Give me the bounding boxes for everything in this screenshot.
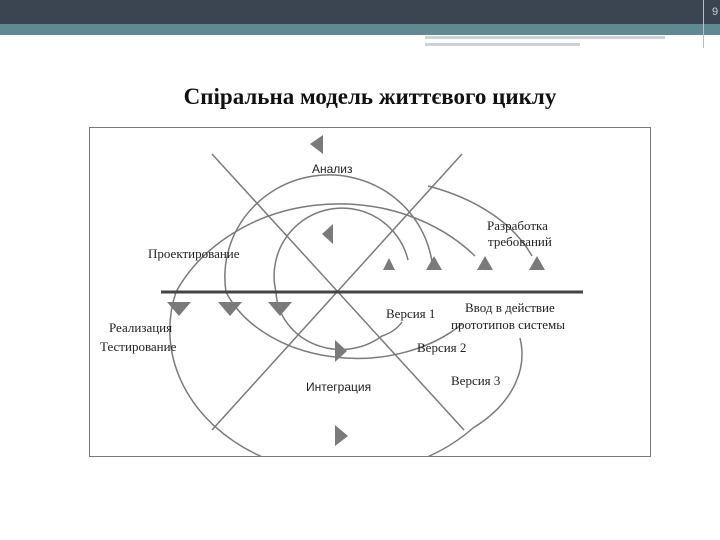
spiral-arc-inner: [274, 208, 408, 292]
arrow-right: [335, 425, 348, 446]
page-number: 9: [712, 6, 719, 18]
requirements-label-line2: требований: [488, 234, 552, 249]
arrow-down: [218, 302, 242, 316]
arrow-up: [529, 256, 545, 270]
decorative-line: [425, 43, 580, 46]
slide-title: Спіральна модель життєвого циклу: [183, 84, 557, 109]
deployment-label-line2: прототипов системы: [451, 317, 566, 332]
arrow-left: [322, 224, 333, 244]
deployment-label-line1: Ввод в действие: [465, 300, 555, 315]
testing-label: Тестирование: [100, 339, 177, 354]
version-2-label: Версия 2: [417, 340, 467, 355]
analysis-label: Анализ: [312, 162, 353, 176]
spiral-diagram: [89, 127, 651, 457]
version-1-label: Версия 1: [386, 306, 436, 321]
integration-label: Интеграция: [306, 380, 372, 394]
design-label: Проектирование: [148, 246, 240, 261]
arrow-up: [477, 256, 493, 270]
decorative-line: [425, 36, 665, 39]
implementation-label: Реализация: [109, 320, 173, 335]
accent-band: [0, 24, 720, 35]
arrow-up: [426, 256, 442, 270]
header-bar: [0, 0, 720, 24]
arrow-left: [310, 135, 323, 154]
spiral-diagram-graphic: [90, 128, 650, 456]
version-3-label: Версия 3: [451, 373, 501, 388]
requirements-label-line1: Разработка: [487, 218, 548, 233]
arrow-up: [383, 258, 395, 270]
arrow-down: [268, 302, 292, 316]
